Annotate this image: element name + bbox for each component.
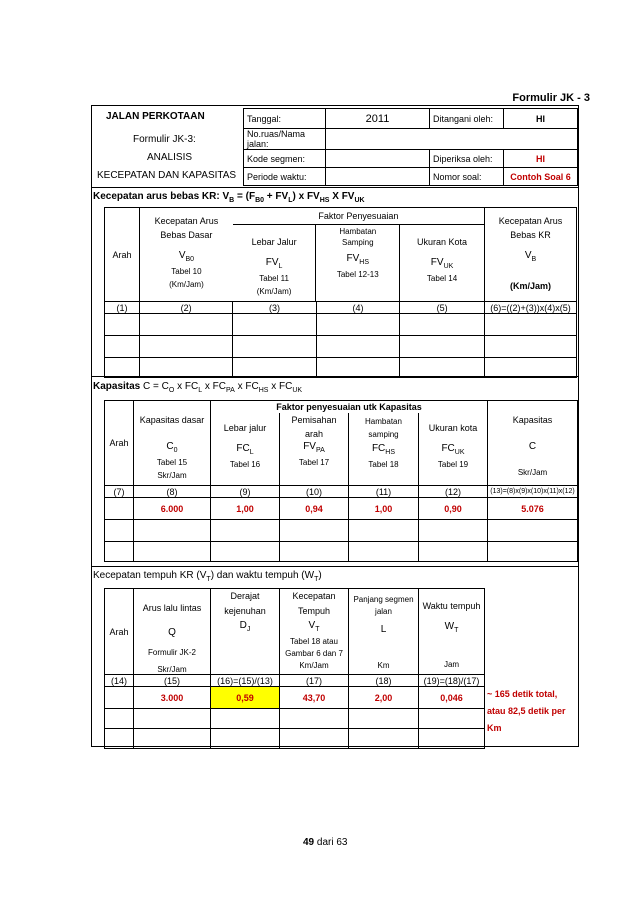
header-formulir: Formulir JK-3: (133, 134, 196, 145)
col3-title: Lebar Jalur (251, 237, 297, 247)
nomor-label: Nomor soal: (430, 168, 504, 186)
section2-number-row: (7) (8) (9) (10) (11) (12) (13)=(8)x(9)x(10)x(11)x(12) (105, 486, 578, 498)
tanggal-value: 2011 (365, 112, 390, 125)
value-q: 3.000 (134, 687, 211, 709)
col2-title: Kecepatan Arus (154, 216, 219, 226)
section1-formula: Kecepatan arus bebas KR: $V_B = (F_{B0} + FV_L)$ x $FV_{HS}$ X $FV_{UK}$ (93, 191, 365, 204)
section2-table: Arah Kapasitas dasar $C_0$ Tabel 15 Skr/Jam Faktor penyesuaian utk Kapasitas Lebar jalur $FC_L$ Tabel 16 Pemisahan arah $FV_{PA}$ Tabel 17 Hambatan samping $FC_{HS}$ Tabel 18 Ukuran kota $FC_{UK}$ Tabel 19 Kapasitas C Skr/Jam (7) (8) (9) (10) (11) (12) (13)=(8)x(9)x(10)x(11)x(12) 6.000 1,00 0,94 1,00 0,90 5.076 (104, 400, 578, 562)
value-c: 5.076 (488, 498, 578, 520)
section3-formula: Kecepatan tempuh KR $(V_T)$ dan waktu tempuh $(W_T)$ (93, 570, 322, 583)
col2-symbol: $V_{B0}$ (178, 250, 195, 263)
ditangani-label: Ditangani oleh: (430, 109, 504, 129)
form-title: Formulir JK - 3 (512, 92, 590, 104)
header-jalan: JALAN PERKOTAAN (106, 111, 205, 122)
nomor-value: Contoh Soal 6 (504, 168, 578, 186)
header-kecepatan: KECEPATAN DAN KAPASITAS (97, 170, 237, 181)
note-line-2: atau 82,5 detik per (487, 706, 566, 716)
section3-number-row: (14) (15) (16)=(15)/(13) (17) (18) (19)=(18)/(17) (105, 675, 485, 687)
noruas-label: No.ruas/Nama jalan: (244, 129, 326, 150)
faktor-penyesuaian-label: Faktor Penyesuaian (233, 208, 484, 225)
c10-title: Pemisahan (291, 415, 337, 425)
header-grid (243, 108, 578, 186)
ditangani-value: HI (504, 109, 578, 129)
c9-title: Lebar jalur (223, 423, 267, 433)
table-row (105, 314, 577, 336)
col6-title: Kecepatan Arus (498, 216, 563, 226)
table-row (105, 729, 485, 749)
value-dj: 0,59 (211, 687, 280, 709)
c18-title: Panjang segmen (353, 595, 414, 604)
value-fcuk: 0,90 (419, 498, 488, 520)
value-fcl: 1,00 (211, 498, 280, 520)
value-fchs: 1,00 (349, 498, 419, 520)
value-fcpa: 0,94 (280, 498, 349, 520)
c11-title: Hambatan (365, 417, 402, 426)
diperiksa-label: Diperiksa oleh: (430, 150, 504, 168)
section3-table: Arah Arus lalu lintas Q Formulir JK-2 Skr/Jam Derajat kejenuhan $D_J$ Kecepatan Tempuh $V_T$ Tabel 18 atau Gambar 6 dan 7 Km/Jam Panjang segmen jalan L Km Waktu tempuh $W_T$ Jam (14) (15) (16)=(15)/(13) (17) (18) (19)=(18)/(17) 3.000 0,59 43,70 2,00 0,046 (104, 588, 485, 749)
table-row (105, 520, 578, 542)
tanggal-label: Tanggal: (244, 109, 326, 129)
table-row (105, 336, 577, 358)
value-l: 2,00 (349, 687, 419, 709)
table-row (105, 498, 578, 520)
kode-label: Kode segmen: (244, 150, 326, 168)
arah-label: Arah (109, 438, 129, 448)
periode-label: Periode waktu: (244, 168, 326, 186)
arah-label: Arah (112, 249, 132, 260)
col5-title: Ukuran Kota (417, 237, 468, 247)
table-row (105, 709, 485, 729)
c15-title: Arus lalu lintas (142, 603, 202, 613)
page-number: 49 dari 63 (303, 837, 348, 848)
note-line-1: ~ 165 detik total, (487, 689, 558, 699)
header-analisis: ANALISIS (147, 152, 193, 163)
value-wt: 0,046 (419, 687, 485, 709)
section1-number-row: (1) (2) (3) (4) (5) (6)=((2)+(3))x(4)x(5) (105, 302, 577, 314)
note-line-3: Km (487, 723, 502, 733)
c13-title: Kapasitas (512, 415, 553, 425)
col4-title: Hambatan (339, 227, 377, 236)
section1-table: Arah Kecepatan Arus Bebas Dasar $V_{B0}$ Tabel 10 (Km/Jam) Faktor Penyesuaian Lebar Jalur $FV_L$ Tabel 11 (Km/Jam) Hambatan Samping $FV_{HS}$ Tabel 12-13 Ukuran Kota $FV_{UK}$ Tabel 14 Kecepatan Arus Bebas KR $V_B$ (Km/Jam) (1) (2) (3) (4) (5) (6)=((2)+(3))x(4)x(5) (104, 207, 577, 378)
table-row (105, 542, 578, 562)
c12-title: Ukuran kota (428, 423, 478, 433)
c8-title: Kapasitas dasar (139, 415, 205, 425)
value-vt: 43,70 (280, 687, 349, 709)
c17-title: Kecepatan (292, 591, 336, 601)
table-row (105, 687, 485, 709)
table-row (105, 358, 577, 378)
section2-formula: Kapasitas $C = C_O$ x $FC_L$ x $FC_{PA}$ x $FC_{HS}$ x $FC_{UK}$ (93, 381, 303, 394)
c16-title: Derajat (230, 591, 260, 601)
value-c0: 6.000 (134, 498, 211, 520)
diperiksa-value: HI (504, 150, 578, 168)
faktor-kapasitas-label: Faktor penyesuaian utk Kapasitas (276, 402, 422, 412)
arah-label: Arah (109, 626, 129, 637)
c19-title: Waktu tempuh (422, 601, 481, 611)
